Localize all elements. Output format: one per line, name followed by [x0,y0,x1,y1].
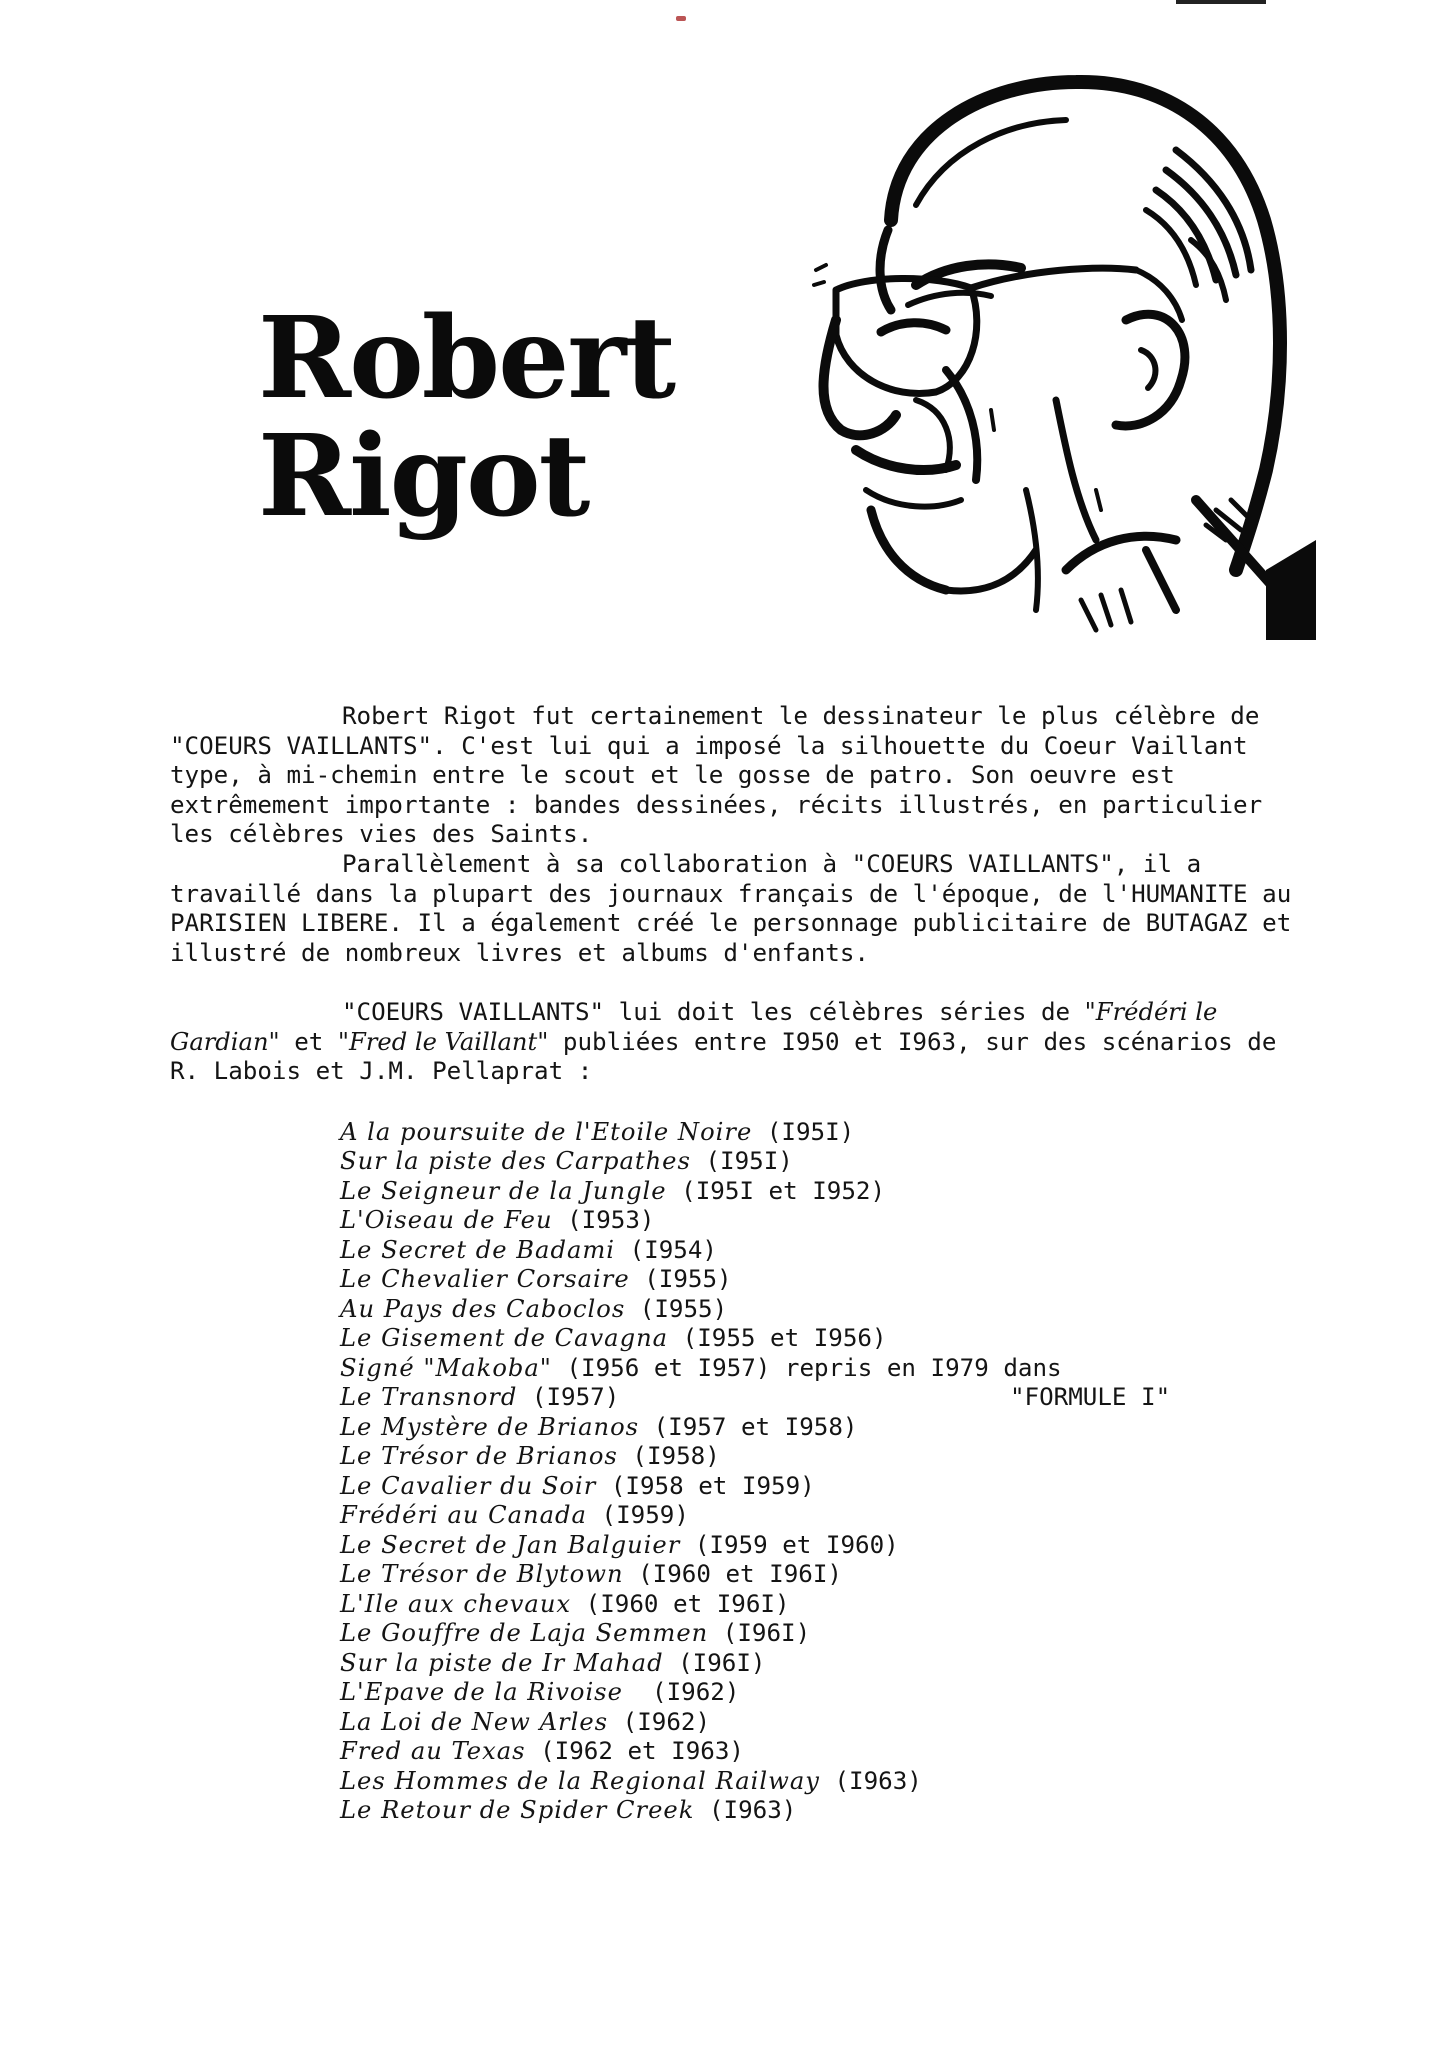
work-title: L'Oiseau de Feu [340,1206,553,1235]
work-title: Les Hommes de la Regional Railway [340,1766,820,1795]
list-item [340,1531,1320,1561]
work-years: (I955 et I956) [668,1324,887,1353]
series-fred-title: "Fred le Vaillant" [337,1027,549,1056]
list-item [340,1413,1320,1443]
work-years: (I955) [625,1294,728,1323]
list-item [340,1678,1320,1708]
work-years: (I959) [586,1501,689,1530]
work-title: Le Mystère de Brianos [340,1412,640,1441]
series-end-text: publiées entre I950 et I963, sur des scénarios de R. Labois et J.M. Pellaprat : [170,1027,1277,1086]
list-item [340,1324,1320,1354]
work-title: L'Epave de la Rivoise [340,1678,623,1707]
work-years: (I960 et I96I) [623,1560,842,1589]
work-title: Fred au Texas [340,1737,526,1766]
work-title: Le Seigneur de la Jungle [340,1176,667,1205]
work-years: (I957) [517,1383,620,1412]
paragraph-intro: Robert Rigot fut certainement le dessinateur le plus célèbre de "COEURS VAILLANTS". C'est lui qui a imposé la silhouette du Coeur Vaillant type, à mi-chemin entre le scout et le gosse de patro. Son oeuvre est extrêmement importante : bandes dessinées, récits illustrés, en particulier les célèbres vies des Saints. [170,702,1263,849]
work-title: Le Gouffre de Laja Semmen [340,1619,709,1648]
work-years: (I95I) [690,1147,793,1176]
work-years: (I960 et I96I) [571,1589,790,1618]
work-years: (I963) [694,1796,797,1825]
title-first-name: Robert [258,293,675,424]
work-years: (I963) [819,1766,922,1795]
work-title: Le Secret de Jan Balguier [340,1530,681,1559]
work-years: (I96I) [663,1648,766,1677]
list-item [340,1206,1320,1236]
formule-note: "FORMULE I" [1010,1383,1171,1412]
work-years: (I95I) [752,1117,855,1146]
page-title [258,293,675,542]
list-item [340,1442,1320,1472]
work-title: La Loi de New Arles [340,1707,609,1736]
work-years: (I958) [617,1442,720,1471]
list-item [340,1265,1320,1295]
work-title: Le Chevalier Corsaire [340,1265,630,1294]
work-years: (I955) [629,1265,732,1294]
work-title: Le Cavalier du Soir [340,1471,597,1500]
list-item [340,1236,1320,1266]
work-years: (I954) [615,1235,717,1264]
series-intro-text: "COEURS VAILLANTS" lui doit les célèbres séries de [342,997,1085,1026]
work-title: Sur la piste de Ir Mahad [340,1648,664,1677]
list-item [340,1383,1320,1413]
list-item [340,1501,1320,1531]
work-years: (I958 et I959) [596,1471,815,1500]
work-years: (I956 et I957) repris en I979 dans [551,1353,1062,1382]
work-title: Le Trésor de Brianos [340,1442,618,1471]
work-title: Le Trésor de Blytown [340,1560,624,1589]
work-years: (I959 et I960) [680,1530,899,1559]
work-years: (I95I et I952) [666,1176,886,1205]
series-and-text: et [279,1027,338,1056]
list-item [340,1796,1320,1826]
title-last-name: Rigot [258,411,589,542]
works-list [170,1118,1320,1826]
work-title: Le Gisement de Cavagna [340,1324,669,1353]
work-years: (I96I) [708,1619,811,1648]
paragraph-career: Parallèlement à sa collaboration à "COEURS VAILLANTS", il a travaillé dans la plupart des journaux français de l'époque, de l'HUMANITE au PARISIEN LIBERE. Il a également créé le personnage publicitaire de BUTAGAZ et illustré de nombreux livres et albums d'enfants. [170,849,1292,967]
portrait-illustration [796,70,1316,640]
work-title: L'Ile aux chevaux [340,1589,572,1618]
list-item [340,1737,1320,1767]
work-years: (I962) [622,1678,740,1707]
series-frederi-title: "Frédéri le Gardian" [170,997,1218,1056]
work-title: Le Retour de Spider Creek [340,1796,695,1825]
ink-mark [676,16,686,21]
top-edge-dash [1176,0,1266,4]
paragraph-series [170,998,1320,1087]
work-title: Sur la piste des Carpathes [340,1147,691,1176]
list-item [340,1472,1320,1502]
list-item [340,1708,1320,1738]
work-years: (I962) [608,1707,711,1736]
work-title: A la poursuite de l'Etoile Noire [340,1117,753,1146]
work-title: Le Transnord [340,1383,518,1412]
list-item [340,1619,1320,1649]
work-title: Au Pays des Caboclos [340,1294,626,1323]
work-title: Signé "Makoba" [340,1353,552,1382]
work-years: (I953) [552,1206,655,1235]
work-years: (I962 et I963) [525,1737,744,1766]
article-body [170,702,1320,1826]
work-title: Frédéri au Canada [340,1501,587,1530]
list-item [340,1177,1320,1207]
list-item [340,1118,1320,1148]
list-item [340,1767,1320,1797]
list-item [340,1649,1320,1679]
list-item [340,1147,1320,1177]
work-title: Le Secret de Badami [340,1235,616,1264]
list-item [340,1560,1320,1590]
list-item [340,1295,1320,1325]
list-item [340,1590,1320,1620]
work-years: (I957 et I958) [639,1412,858,1441]
